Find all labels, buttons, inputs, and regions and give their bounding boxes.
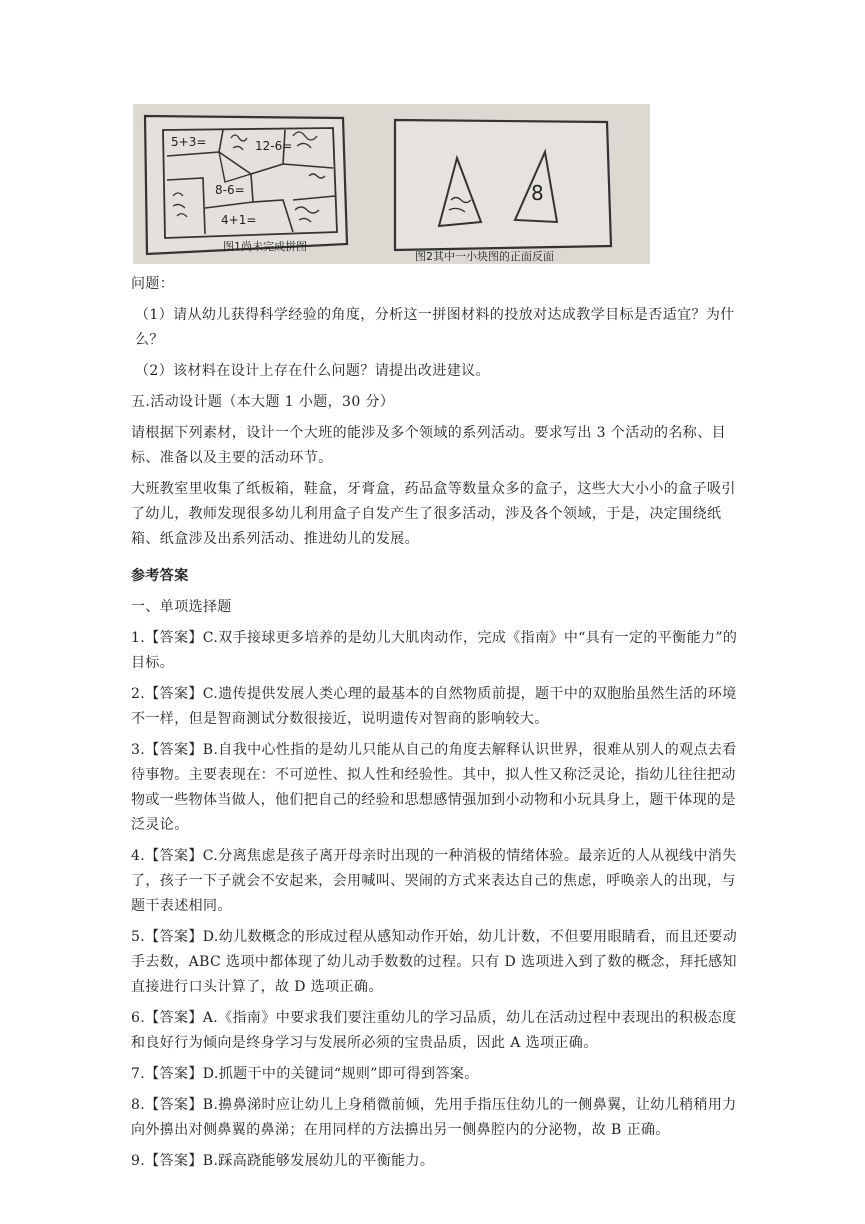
puzzle-photo [133, 104, 650, 264]
answer-5: 5.【答案】D.幼儿数概念的形成过程从感知动作开始，幼儿计数，不但要用眼睛看，而且还要动手去数，ABC 选项中都体现了幼儿动手数数的过程。只有 D 选项进入到了数的概念，拜托感知直接进行口头计算了，故 D 选项正确。 [131, 929, 738, 995]
svg-text:8: 8 [531, 181, 544, 205]
answer-3: 3.【答案】B.自我中心性指的是幼儿只能从自己的角度去解释认识世界，很难从别人的观点去看待事物。主要表现在：不可逆性、拟人性和经验性。其中，拟人性又称泛灵论，指幼儿往往把动物或一些物体当做人，他们把自己的经验和思想感情强加到小动物和小玩具身上，题干体现的是泛灵论。 [131, 742, 737, 833]
label-4plus1: 4+1= [221, 213, 257, 227]
question-1: （1）请从幼儿获得科学经验的角度，分析这一拼图材料的投放对达成教学目标是否适宜？为什么？ [135, 307, 735, 348]
main-content [131, 272, 741, 1174]
puzzle-photo-drawing [133, 104, 650, 264]
label-12minus6: 12-6= [255, 139, 293, 153]
answer-6: 6.【答案】A.《指南》中要求我们要注重幼儿的学习品质，幼儿在活动过程中表现出的积极态度和良好行为倾向是终身学习与发展所必须的宝贵品质，因此 A 选项正确。 [131, 1010, 737, 1051]
answer-7: 7.【答案】D.抓题干中的关键词“规则”即可得到答案。 [131, 1066, 479, 1082]
answer-4: 4.【答案】C.分离焦虑是孩子离开母亲时出现的一种消极的情绪体验。最亲近的人从视线中消失了，孩子一下子就会不安起来，会用喊叫、哭闹的方式来表达自己的焦虑，呼唤亲人的出现，与题干表述相同。 [131, 848, 737, 914]
answers-heading: 参考答案 [131, 568, 189, 584]
label-8minus6: 8-6= [215, 183, 245, 197]
answer-1: 1.【答案】C.双手接球更多培养的是幼儿大肌肉动作，完成《指南》中“具有一定的平衡能力”的目标。 [131, 630, 738, 671]
answer-8: 8.【答案】B.擤鼻涕时应让幼儿上身稍微前倾，先用手指压住幼儿的一侧鼻翼，让幼儿稍稍用力向外擤出对侧鼻翼的鼻涕；在用同样的方法擤出另一侧鼻腔内的分泌物，故 B 正确。 [131, 1097, 737, 1138]
answer-9: 9.【答案】B.踩高跷能够发展幼儿的平衡能力。 [131, 1153, 435, 1169]
label-5plus3: 5+3= [171, 135, 207, 149]
questions-label: 问题： [131, 276, 175, 292]
section5-title: 五.活动设计题（本大题 1 小题，30 分） [131, 394, 395, 410]
question-2: （2）该材料在设计上存在什么问题？请提出改进建议。 [135, 363, 490, 379]
section5-paragraph-1: 请根据下列素材，设计一个大班的能涉及多个领域的系列活动。要求写出 3 个活动的名称、目标、准备以及主要的活动环节。 [131, 425, 727, 466]
right-caption: 图2其中一小块图的正面反面 [415, 250, 554, 263]
left-caption: 图1尚未完成拼图 [223, 240, 307, 253]
answers-subheading: 一、单项选择题 [131, 599, 232, 615]
section5-paragraph-2: 大班教室里收集了纸板箱，鞋盒，牙膏盒，药品盒等数量众多的盒子，这些大大小小的盒子吸引了幼儿，教师发现很多幼儿利用盒子自发产生了很多活动，涉及各个领域，于是，决定围绕纸箱、纸盒涉及出系列活动、推进幼儿的发展。 [131, 481, 736, 547]
answer-2: 2.【答案】C.遗传提供发展人类心理的最基本的自然物质前提，题干中的双胞胎虽然生活的环境不一样，但是智商测试分数很接近，说明遗传对智商的影响较大。 [131, 686, 737, 727]
